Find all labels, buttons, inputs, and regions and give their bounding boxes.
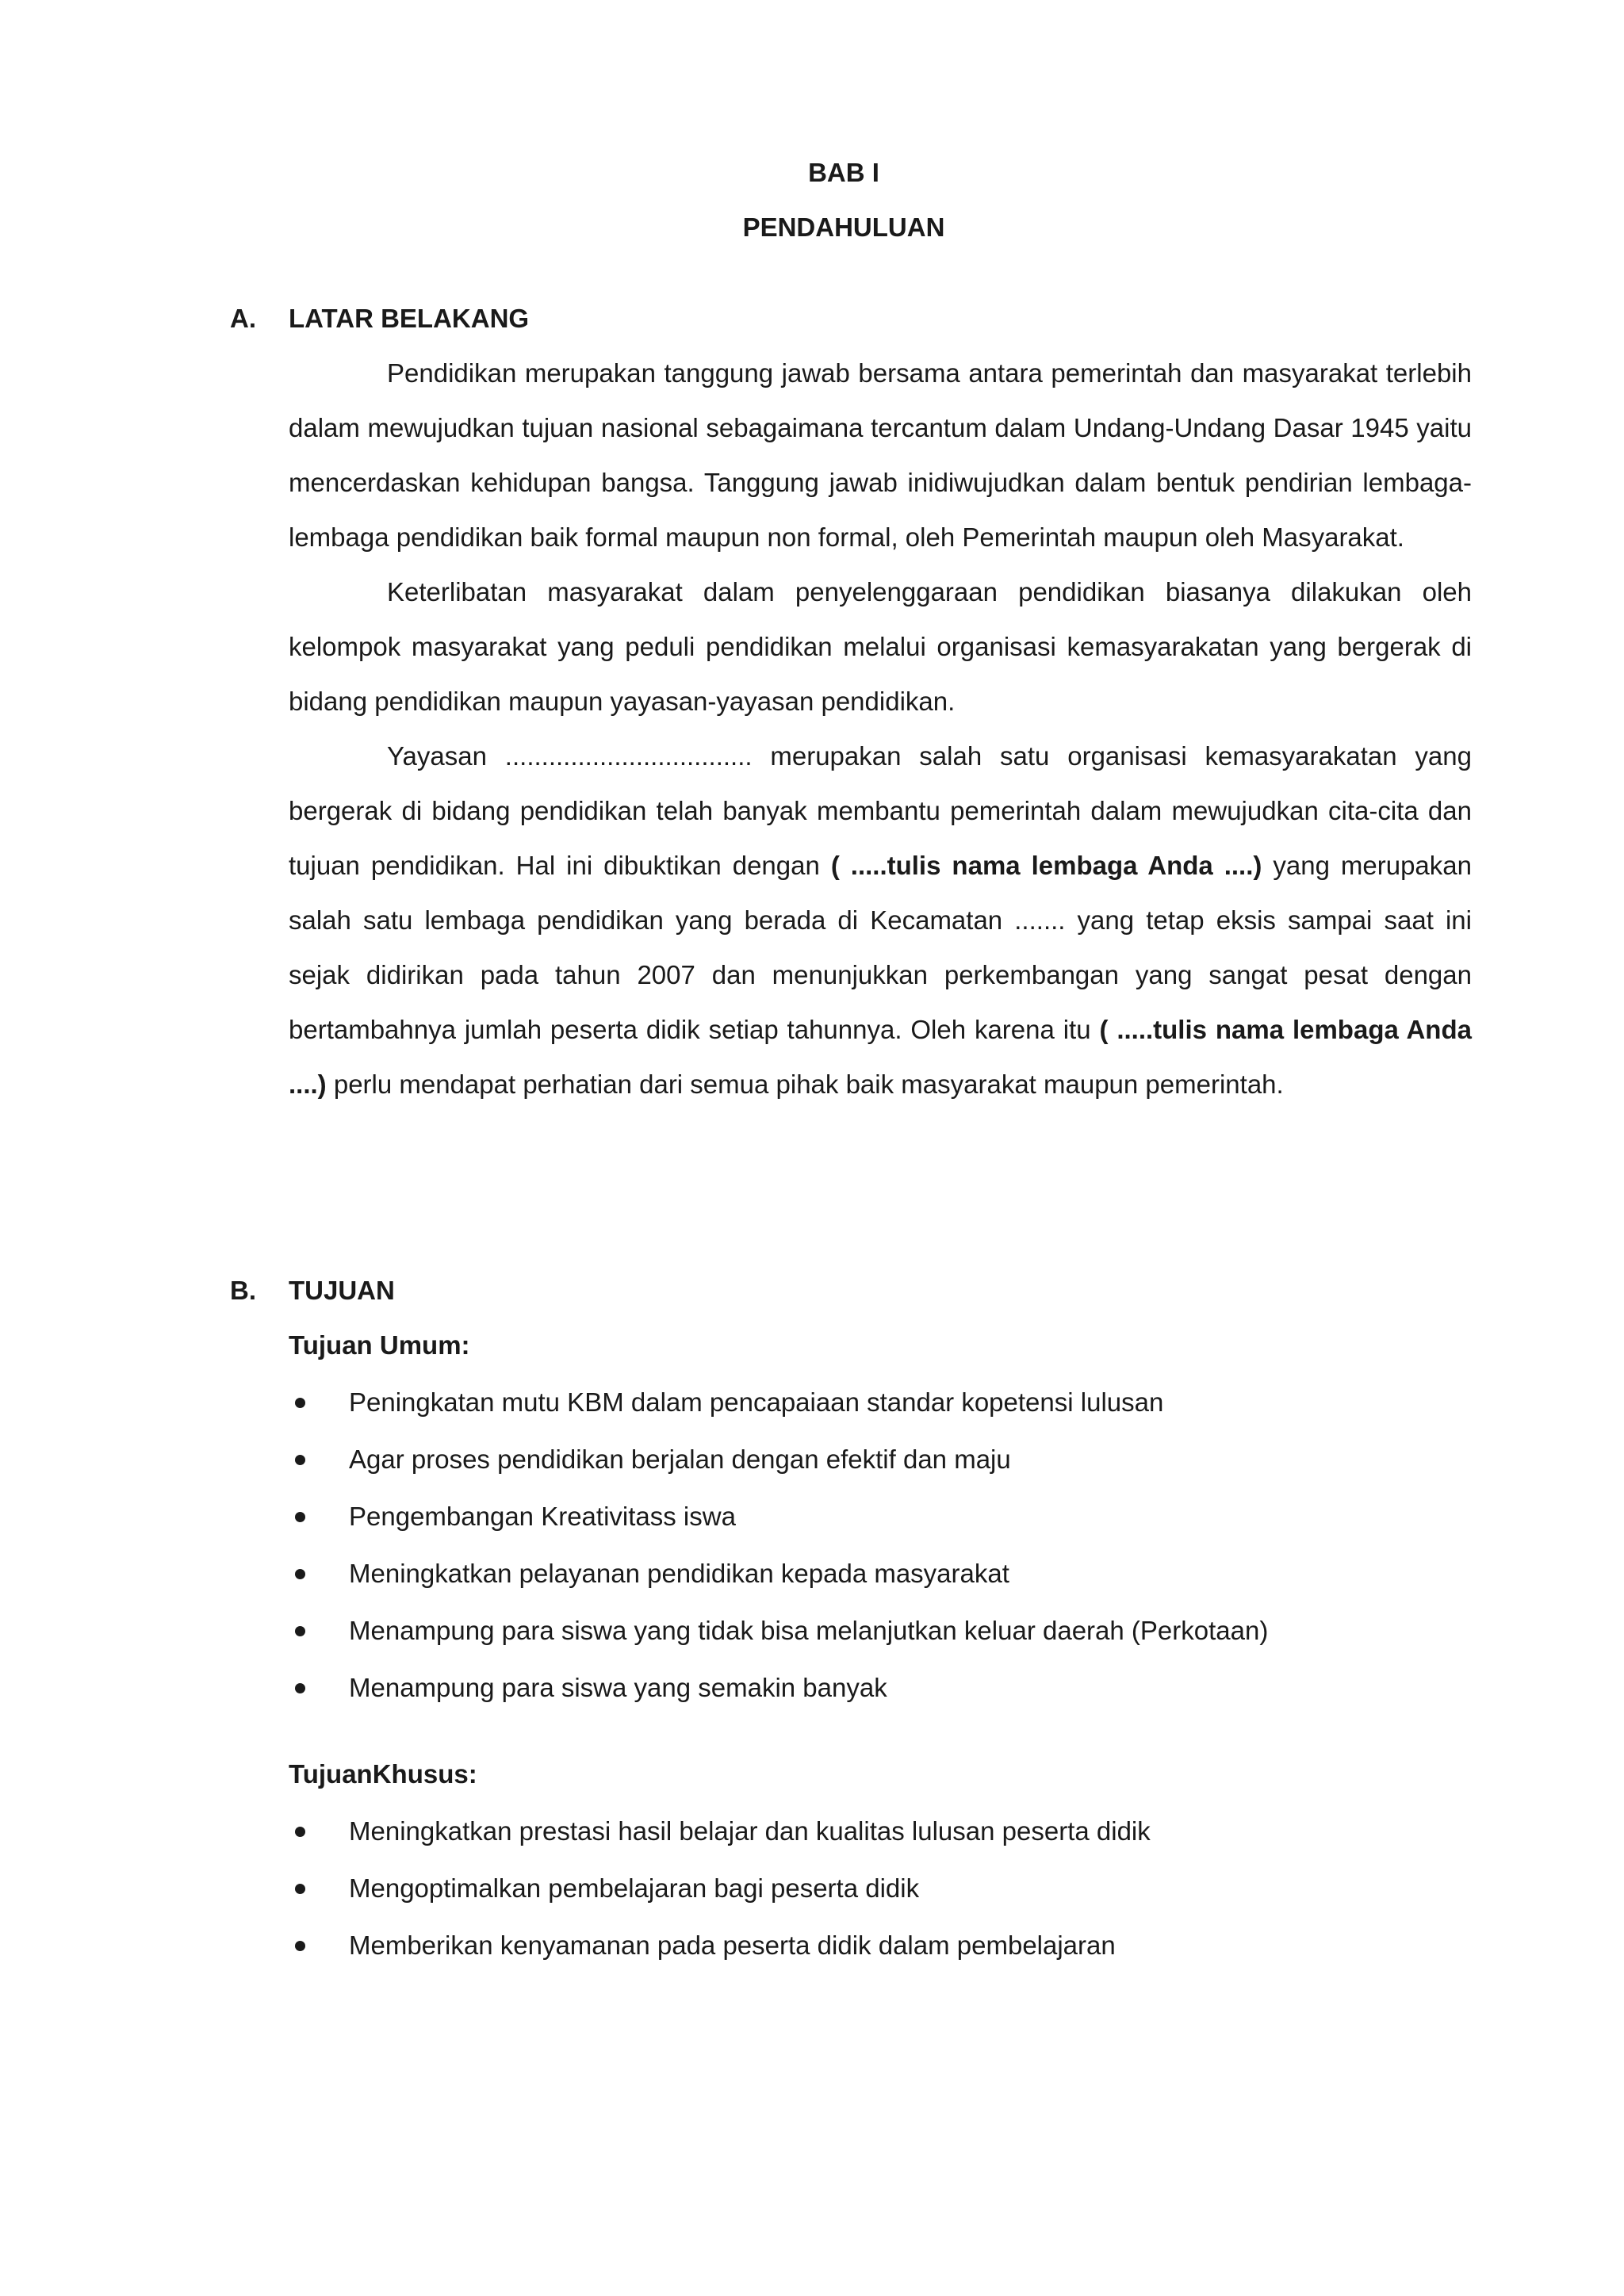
bullet-icon [295,1626,305,1636]
paragraph-2: Keterlibatan masyarakat dalam penyelenggaraan pendidikan biasanya dilakukan oleh kelompok masyarakat yang peduli pendidikan melalui organisasi kemasyarakatan yang bergerak di bidang pendidikan maupun yayasan-yayasan pendidikan. [289,577,1472,716]
bullet-icon [295,1569,305,1579]
section-a-title: LATAR BELAKANG [289,304,530,333]
list-item [289,1615,1478,1672]
section-b-title: TUJUAN [289,1276,395,1305]
paragraph-3-part-3: perlu mendapat perhatian dari semua pihak baik masyarakat maupun pemerintah. [326,1070,1284,1099]
chapter-title: PENDAHULUAN [742,212,945,242]
tujuan-khusus-heading: TujuanKhusus: [289,1759,477,1789]
list-item [289,1930,1478,1987]
bullet-icon [295,1827,305,1837]
section-a-heading [230,303,529,335]
section-b-heading [230,1275,395,1307]
list-item [289,1816,1478,1873]
institution-name-placeholder-1: ( .....tulis nama lembaga Anda ....) [830,851,1262,880]
list-item-text: Memberikan kenyamanan pada peserta didik dalam pembelajaran [349,1931,1116,1960]
list-item [289,1873,1478,1930]
list-item-text: Meningkatkan prestasi hasil belajar dan kualitas lulusan peserta didik [349,1816,1151,1846]
list-item-text: Pengembangan Kreativitass iswa [349,1502,736,1531]
bullet-icon [295,1455,305,1465]
list-item-text: Mengoptimalkan pembelajaran bagi peserta didik [349,1873,920,1903]
list-item-text: Agar proses pendidikan berjalan dengan efektif dan maju [349,1445,1011,1474]
chapter-number: BAB I [808,158,879,187]
bullet-icon [295,1398,305,1408]
list-item [289,1501,1478,1558]
institution-name-placeholder-2: ( .....tulis nama lembaga Anda ....) [289,1015,1472,1099]
paragraph-3-part-1: Yayasan .................................. merupakan salah satu organisasi kemasyarakatan yang bergerak di bidang pendidikan telah banyak membantu pemerintah dalam mewujudkan cita-cita dan tujuan pendidikan. Hal ini dibuktikan dengan [289,741,1472,880]
tujuan-umum-heading: Tujuan Umum: [289,1330,470,1360]
tujuan-khusus-list [289,1816,1478,1987]
bullet-icon [295,1884,305,1894]
list-item-text: Menampung para siswa yang semakin banyak [349,1673,887,1702]
paragraph-3 [289,729,1472,1112]
bullet-icon [295,1941,305,1951]
section-b-letter: B. [230,1276,256,1305]
tujuan-umum-list [289,1387,1478,1729]
section-a-letter: A. [230,304,256,333]
list-item-text: Menampung para siswa yang tidak bisa melanjutkan keluar daerah (Perkotaan) [349,1616,1269,1645]
latar-belakang-body [289,346,1472,1112]
list-item [289,1444,1478,1501]
list-item [289,1672,1478,1729]
list-item [289,1558,1478,1615]
list-item-text: Meningkatkan pelayanan pendidikan kepada masyarakat [349,1559,1009,1588]
list-item-text: Peningkatan mutu KBM dalam pencapaiaan standar kopetensi lulusan [349,1387,1164,1417]
list-item [289,1387,1478,1444]
paragraph-3-part-2: yang merupakan salah satu lembaga pendidikan yang berada di Kecamatan ....... yang tetap eksis sampai saat ini sejak didirikan pada tahun 2007 dan menunjukkan perkembangan yang sangat pesat dengan bertambahnya jumlah peserta didik setiap tahunnya. Oleh karena itu [289,851,1472,1044]
paragraph-1: Pendidikan merupakan tanggung jawab bersama antara pemerintah dan masyarakat terlebih dalam mewujudkan tujuan nasional sebagaimana tercantum dalam Undang-Undang Dasar 1945 yaitu mencerdaskan kehidupan bangsa. Tanggung jawab inidiwujudkan dalam bentuk pendirian lembaga-lembaga pendidikan baik formal maupun non formal, oleh Pemerintah maupun oleh Masyarakat. [289,358,1472,552]
bullet-icon [295,1683,305,1693]
bullet-icon [295,1512,305,1522]
